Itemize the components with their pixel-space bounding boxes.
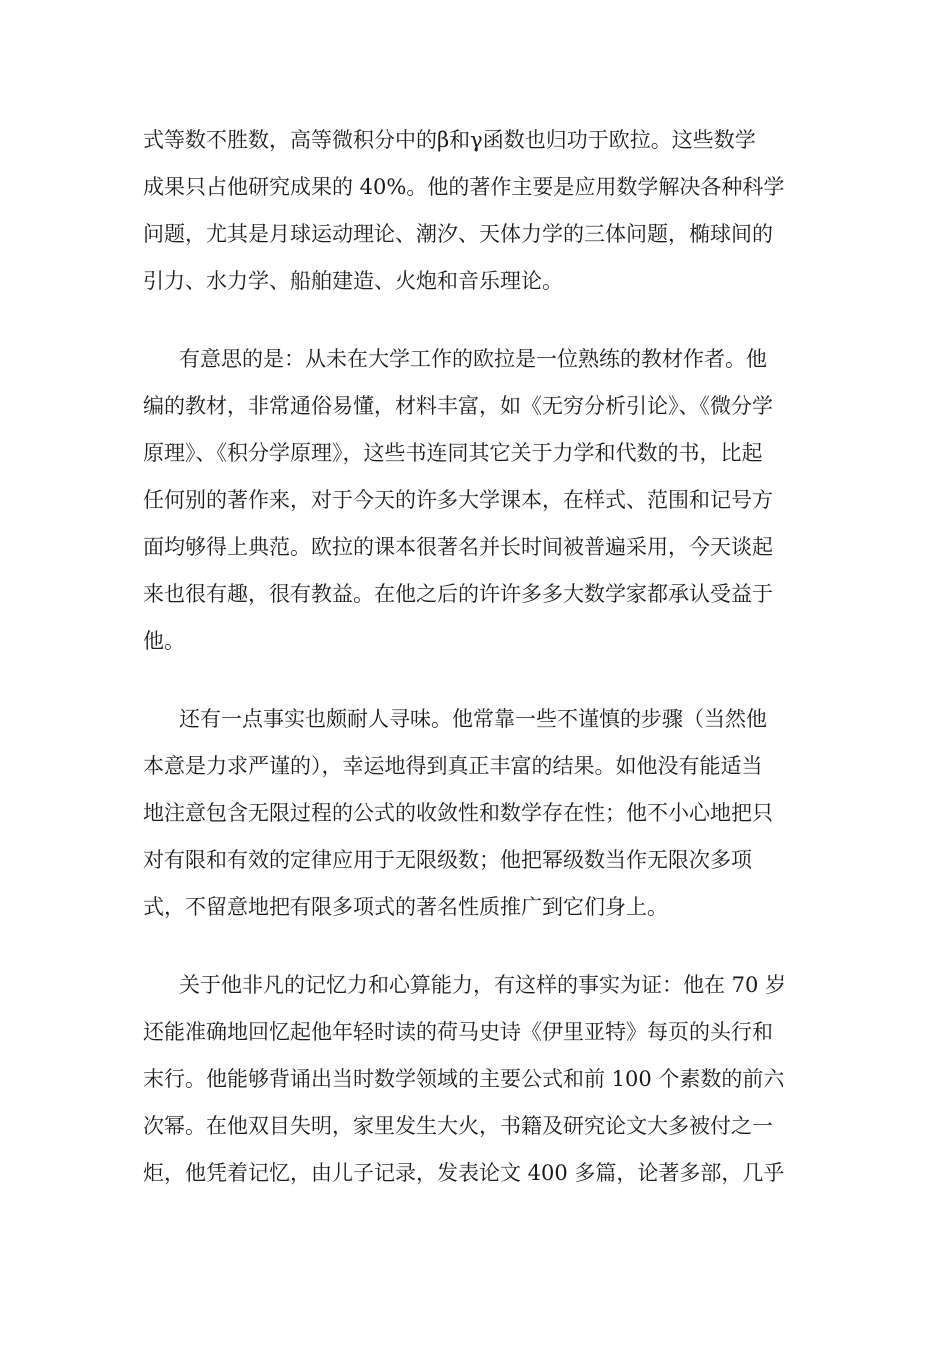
text-line: 他。 [143, 629, 185, 653]
paragraph-1 [143, 117, 811, 305]
text-line: 还能准确地回忆起他年轻时读的荷马史诗《伊里亚特》每页的头行和 [143, 1020, 773, 1044]
text-line: 原理》、《积分学原理》，这些书连同其它关于力学和代数的书，比起 [143, 441, 763, 465]
text-line: 炬，他凭着记忆，由儿子记录，发表论文 400 多篇，论著多部，几乎 [143, 1161, 785, 1185]
text-line: 面均够得上典范。欧拉的课本很著名并长时间被普遍采用，今天谈起 [143, 535, 773, 559]
text-line: 末行。他能够背诵出当时数学领域的主要公式和前 100 个素数的前六 [143, 1067, 785, 1091]
text-line: 有意思的是：从未在大学工作的欧拉是一位熟练的教材作者。他 [179, 347, 767, 371]
text-line: 式等数不胜数，高等微积分中的β和γ函数也归功于欧拉。这些数学 [143, 128, 756, 152]
body-text [143, 117, 811, 1197]
text-line: 地注意包含无限过程的公式的收敛性和数学存在性；他不小心地把只 [143, 801, 773, 825]
text-line: 式，不留意地把有限多项式的著名性质推广到它们身上。 [143, 895, 668, 919]
text-line: 对有限和有效的定律应用于无限级数；他把幂级数当作无限次多项 [143, 848, 752, 872]
text-line: 次幂。在他双目失明，家里发生大火，书籍及研究论文大多被付之一 [143, 1114, 773, 1138]
text-line: 关于他非凡的记忆力和心算能力，有这样的事实为证：他在 70 岁 [179, 973, 787, 997]
text-line: 编的教材，非常通俗易懂，材料丰富，如《无穷分析引论》、《微分学 [143, 394, 773, 418]
text-line: 引力、水力学、船舶建造、火炮和音乐理论。 [143, 269, 563, 293]
paragraph-gap [143, 665, 811, 696]
text-line: 成果只占他研究成果的 40%。他的著作主要是应用数学解决各种科学 [143, 175, 785, 199]
paragraph-3 [143, 696, 811, 931]
paragraph-2 [143, 336, 811, 665]
text-line: 问题，尤其是月球运动理论、潮汐、天体力学的三体问题，椭球间的 [143, 222, 773, 246]
paragraph-gap [143, 305, 811, 336]
text-line: 来也很有趣，很有教益。在他之后的许许多多大数学家都承认受益于 [143, 582, 773, 606]
text-line: 任何别的著作来，对于今天的许多大学课本，在样式、范围和记号方 [143, 488, 773, 512]
text-line: 本意是力求严谨的），幸运地得到真正丰富的结果。如他没有能适当 [143, 754, 763, 778]
paragraph-4 [143, 962, 811, 1197]
text-line: 还有一点事实也颇耐人寻味。他常靠一些不谨慎的步骤（当然他 [179, 707, 767, 731]
paragraph-gap [143, 931, 811, 962]
